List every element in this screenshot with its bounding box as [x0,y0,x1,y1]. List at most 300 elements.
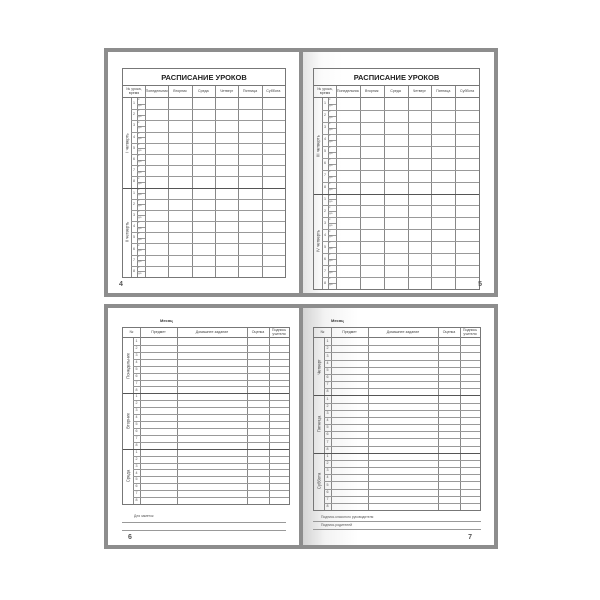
diary-row-divider [133,386,289,387]
diary-column-header: Домашнее задание [386,329,420,334]
diary-row-divider [324,388,480,389]
time-to-label: до [138,203,142,208]
schedule-row-divider [322,217,479,218]
schedule-column-header: Понедельник [336,88,359,93]
diary-row-divider [324,438,480,439]
lesson-number: 3 [326,468,329,473]
time-to-label: до [329,103,333,108]
lesson-number: 1 [135,449,138,454]
quarter-label [123,98,131,188]
schedule-row-divider [131,132,285,133]
time-from-label: с [138,220,140,225]
schedule-row-divider [322,170,479,171]
quarter-label [314,98,322,194]
time-from-label: с [329,109,331,114]
schedule-row-divider [131,154,285,155]
lesson-number: 8 [324,280,326,285]
time-to-label: до [138,225,142,230]
time-from-label: с [329,121,331,126]
lesson-number: 4 [326,475,329,480]
time-to-label: до [329,282,333,287]
weekday-label-text: Суббота [316,473,322,490]
schedule-row-divider [322,134,479,135]
time-to-label: до [138,125,142,130]
lesson-number: 8 [326,446,329,451]
diary-row-divider [133,366,289,367]
diary-row-divider [133,400,289,401]
time-from-label: с [138,130,140,135]
time-from-label: с [329,240,331,245]
schedule-row-divider [131,176,285,177]
lesson-number: 4 [326,418,329,423]
time-to-label: до [138,259,142,264]
diary-row-divider [324,417,480,418]
lesson-number: 2 [326,461,329,466]
diary-row-divider [133,373,289,374]
lesson-number: 3 [133,212,135,217]
lesson-number: 2 [324,208,326,213]
weekday-label-text: Пятница [316,415,322,433]
notes-line [122,530,286,531]
diary-table-right [313,327,481,511]
lesson-number: 4 [135,359,138,364]
time-to-label: до [329,162,333,167]
lesson-number: 3 [326,410,329,415]
diary-column-header: № [320,329,325,334]
diary-row-divider [324,503,480,504]
schedule-row-divider [131,255,285,256]
notes-label: Для заметок [134,514,154,518]
lesson-number: 1 [326,396,329,401]
lesson-number: 8 [133,268,135,273]
weekday-label-text: Вторник [125,413,131,429]
schedule-row-divider [322,277,479,278]
weekday-label [314,395,324,452]
weekday-label-text: Понедельник [125,352,131,379]
diary-column-header: Домашнее задание [195,329,229,334]
diary-row-divider [324,374,480,375]
signature-line [313,529,481,530]
lesson-number: 7 [326,439,329,444]
schedule-table-left [122,68,286,278]
time-from-label: с [138,242,140,247]
quarter-label-text: II четверть [124,221,130,243]
diary-row-divider [133,483,289,484]
page-number: 6 [128,534,132,541]
schedule-column-header: Понедельник [145,88,168,93]
time-to-label: до [329,186,333,191]
diary-row-divider [133,435,289,436]
signature-line [313,521,481,522]
lesson-number: 8 [324,185,326,190]
lesson-number: 6 [324,161,326,166]
column-divider [431,86,432,289]
diary-column-header: Оценка [251,329,265,334]
lesson-number: 3 [326,353,329,358]
diary-page-left [108,308,299,545]
diary-row-divider [324,424,480,425]
schedule-row-divider [131,243,285,244]
quarter-label-text: III четверть [315,134,321,157]
schedule-row-divider [131,109,285,110]
notes-line [122,522,286,523]
month-label: Месяц [331,318,344,323]
time-from-label: с [329,264,331,269]
diary-row-divider [133,421,289,422]
diary-column-header: Предмет [151,329,166,334]
lesson-number: 2 [135,401,138,406]
time-to-label: до [329,222,333,227]
lesson-number: 6 [133,246,135,251]
lesson-number: 7 [133,257,135,262]
diary-table-left [122,327,290,505]
lesson-number: 7 [135,435,138,440]
diary-row-divider [123,393,289,394]
diary-row-divider [133,476,289,477]
time-from-label: с [138,265,140,269]
schedule-column-header: Четверг [220,88,234,93]
time-from-label: с [138,186,140,191]
diary-row-divider [324,496,480,497]
time-to-label: до [138,192,142,197]
page-number: 5 [478,281,482,288]
schedule-table-right [313,68,480,290]
schedule-column-header: № урока, время [317,86,333,95]
weekday-label [314,453,324,510]
time-from-label: с [329,180,331,185]
time-from-label: с [329,252,331,257]
lesson-number: 5 [324,244,326,249]
lesson-number: 3 [324,220,326,225]
time-from-label: с [138,141,140,146]
page-number: 7 [468,534,472,541]
diary-row-divider [133,359,289,360]
diary-page-right [303,308,494,545]
schedule-page-right [303,52,494,293]
lesson-number: 3 [135,463,138,468]
diary-row-divider [324,367,480,368]
lesson-number: 4 [133,224,135,229]
time-to-label: до [329,210,333,215]
lesson-number: 1 [326,339,329,344]
diary-row-divider [324,410,480,411]
schedule-column-header: Вторник [365,88,379,93]
lesson-number: 6 [135,429,138,434]
column-divider [460,328,461,510]
teacher-signature-label: Подпись классного руководителя [321,515,374,519]
quarter-label-text: IV четверть [315,230,321,253]
diary-row-divider [133,345,289,346]
lesson-number: 2 [326,403,329,408]
time-from-label: с [329,204,331,209]
time-to-label: до [138,214,142,219]
diary-row-divider [133,352,289,353]
lesson-number: 4 [326,360,329,365]
weekday-label-text: Среда [125,470,131,483]
schedule-column-header: Пятница [242,88,258,93]
lesson-number: 8 [135,498,138,503]
lesson-number: 5 [135,366,138,371]
time-to-label: до [138,237,142,242]
time-from-label: с [138,119,140,124]
lesson-number: 3 [135,352,138,357]
schedule-row-divider [314,194,479,195]
time-from-label: с [329,276,331,281]
column-divider [438,328,439,510]
lesson-number: 1 [133,190,135,195]
time-to-label: до [329,270,333,275]
time-from-label: с [138,175,140,180]
time-from-label: с [138,209,140,214]
schedule-column-header: Вторник [173,88,187,93]
lesson-number: 2 [133,201,135,206]
diary-row-divider [133,463,289,464]
diary-spread [104,304,498,549]
column-divider [331,328,332,510]
time-from-label: с [329,228,331,233]
column-divider [192,86,193,277]
schedule-row-divider [322,182,479,183]
lesson-number: 7 [135,491,138,496]
weekday-label [123,338,133,393]
time-from-label: с [138,108,140,113]
schedule-column-header: Среда [198,88,209,93]
schedule-column-header: № урока, время [126,86,142,95]
diary-header-row [314,328,480,338]
schedule-row-divider [322,122,479,123]
schedule-row-divider [131,232,285,233]
weekday-label [314,338,324,395]
lesson-number: 3 [135,408,138,413]
schedule-row-divider [322,253,479,254]
lesson-number: 8 [133,179,135,184]
column-divider [368,328,369,510]
lesson-number: 2 [135,456,138,461]
time-from-label: с [329,192,331,197]
time-from-label: с [329,133,331,137]
lesson-number: 2 [324,113,326,118]
quarter-label [123,188,131,278]
lesson-number: 7 [326,382,329,387]
lesson-number: 4 [135,415,138,420]
page-number: 4 [119,281,123,288]
schedule-page-left [108,52,299,293]
time-from-label: с [329,168,331,173]
schedule-column-header: Пятница [436,88,451,93]
lesson-number: 1 [326,453,329,458]
column-divider [238,86,239,277]
diary-column-header: № [129,329,134,334]
schedule-row-divider [322,265,479,266]
schedule-title: РАСПИСАНИЕ УРОКОВ [123,69,285,86]
time-to-label: до [329,174,333,179]
quarter-label [314,194,322,290]
schedule-column-header: Четверг [412,88,426,93]
time-to-label: до [138,181,142,186]
schedule-row-divider [322,229,479,230]
lesson-number: 6 [135,373,138,378]
time-to-label: до [329,198,333,203]
diary-row-divider [133,428,289,429]
diary-header-row [123,328,289,338]
diary-row-divider [324,381,480,382]
lesson-number: 8 [135,387,138,392]
lesson-number: 6 [324,256,326,261]
time-to-label: до [138,136,142,141]
diary-row-divider [324,431,480,432]
lesson-number: 5 [135,422,138,427]
time-from-label: с [138,231,140,236]
time-to-label: до [138,248,142,253]
column-divider [269,328,270,504]
lesson-number: 1 [324,196,326,201]
diary-row-divider [324,360,480,361]
schedule-row-divider [131,210,285,211]
diary-row-divider [133,497,289,498]
schedule-column-header: Суббота [266,88,281,93]
time-from-label: с [329,216,331,221]
column-divider [336,86,337,289]
column-divider [168,86,169,277]
lesson-number: 5 [133,235,135,240]
lesson-number: 4 [135,470,138,475]
quarter-label-text: I четверть [124,133,130,153]
diary-column-header: Подпись учителя [462,327,478,336]
time-from-label: с [138,197,140,202]
time-to-label: до [329,246,333,251]
lesson-number: 8 [326,504,329,509]
time-to-label: до [138,113,142,118]
diary-column-header: Подпись учителя [271,327,287,336]
time-to-label: до [329,115,333,120]
diary-row-divider [324,352,480,353]
time-to-label: до [138,169,142,174]
column-divider [215,86,216,277]
weekday-label [123,393,133,448]
time-to-label: до [329,127,333,132]
time-to-label: до [329,138,333,143]
time-from-label: с [138,97,140,102]
diary-row-divider [133,456,289,457]
schedule-row-divider [131,221,285,222]
lesson-number: 3 [133,123,135,128]
diary-row-divider [133,490,289,491]
schedule-spread [104,48,498,297]
time-to-label: до [329,234,333,239]
lesson-number: 5 [326,425,329,430]
schedule-row-divider [322,158,479,159]
column-divider [140,328,141,504]
column-divider [455,86,456,289]
column-divider [145,86,146,277]
month-label: Месяц [160,318,173,323]
column-divider [360,86,361,289]
time-from-label: с [138,164,140,169]
schedule-row-divider [322,205,479,206]
lesson-number: 5 [326,482,329,487]
schedule-row-divider [123,188,285,189]
diary-row-divider [133,442,289,443]
diary-row-divider [324,403,480,404]
lesson-number: 6 [133,157,135,162]
schedule-column-header: Среда [390,88,401,93]
lesson-number: 1 [135,339,138,344]
time-from-label: с [138,153,140,158]
lesson-number: 4 [324,137,326,142]
lesson-number: 2 [135,346,138,351]
schedule-row-divider [322,241,479,242]
lesson-number: 6 [326,375,329,380]
time-to-label: до [138,102,142,107]
lesson-number: 5 [133,145,135,150]
time-from-label: с [329,156,331,161]
diary-row-divider [133,380,289,381]
lesson-number: 6 [135,484,138,489]
diary-row-divider [324,474,480,475]
lesson-number: 7 [326,496,329,501]
column-divider [247,328,248,504]
time-from-label: с [329,97,331,102]
diary-row-divider [314,453,480,454]
column-divider [177,328,178,504]
time-to-label: до [138,158,142,163]
time-to-label: до [329,258,333,263]
lesson-number: 6 [326,432,329,437]
lesson-number: 3 [324,125,326,130]
time-from-label: с [329,144,331,149]
diary-row-divider [324,481,480,482]
schedule-row-divider [322,146,479,147]
schedule-row-divider [131,199,285,200]
diary-row-divider [324,467,480,468]
lesson-number: 1 [135,394,138,399]
diary-row-divider [133,407,289,408]
lesson-number: 4 [324,232,326,237]
lesson-number: 5 [326,367,329,372]
schedule-row-divider [131,143,285,144]
diary-column-header: Предмет [342,329,357,334]
lesson-number: 5 [324,149,326,154]
diary-row-divider [324,460,480,461]
diary-row-divider [324,345,480,346]
lesson-number: 8 [326,389,329,394]
lesson-number: 7 [324,268,326,273]
lesson-number: 6 [326,489,329,494]
time-to-label: до [138,270,142,275]
parent-signature-label: Подпись родителей [321,523,352,527]
lesson-number: 1 [133,101,135,106]
time-from-label: с [138,253,140,258]
lesson-number: 1 [324,101,326,106]
diary-row-divider [324,489,480,490]
lesson-number: 2 [326,346,329,351]
schedule-column-header: Суббота [460,88,475,93]
schedule-row-divider [131,266,285,267]
lesson-number: 8 [135,442,138,447]
column-divider [262,86,263,277]
weekday-label [123,449,133,504]
weekday-label-text: Четверг [316,359,322,375]
lesson-number: 7 [133,168,135,173]
time-to-label: до [329,150,333,155]
schedule-row-divider [131,120,285,121]
diary-column-header: Оценка [442,329,456,334]
diary-row-divider [133,414,289,415]
time-to-label: до [138,147,142,152]
schedule-row-divider [131,165,285,166]
schedule-title: РАСПИСАНИЕ УРОКОВ [314,69,479,86]
lesson-number: 5 [135,477,138,482]
